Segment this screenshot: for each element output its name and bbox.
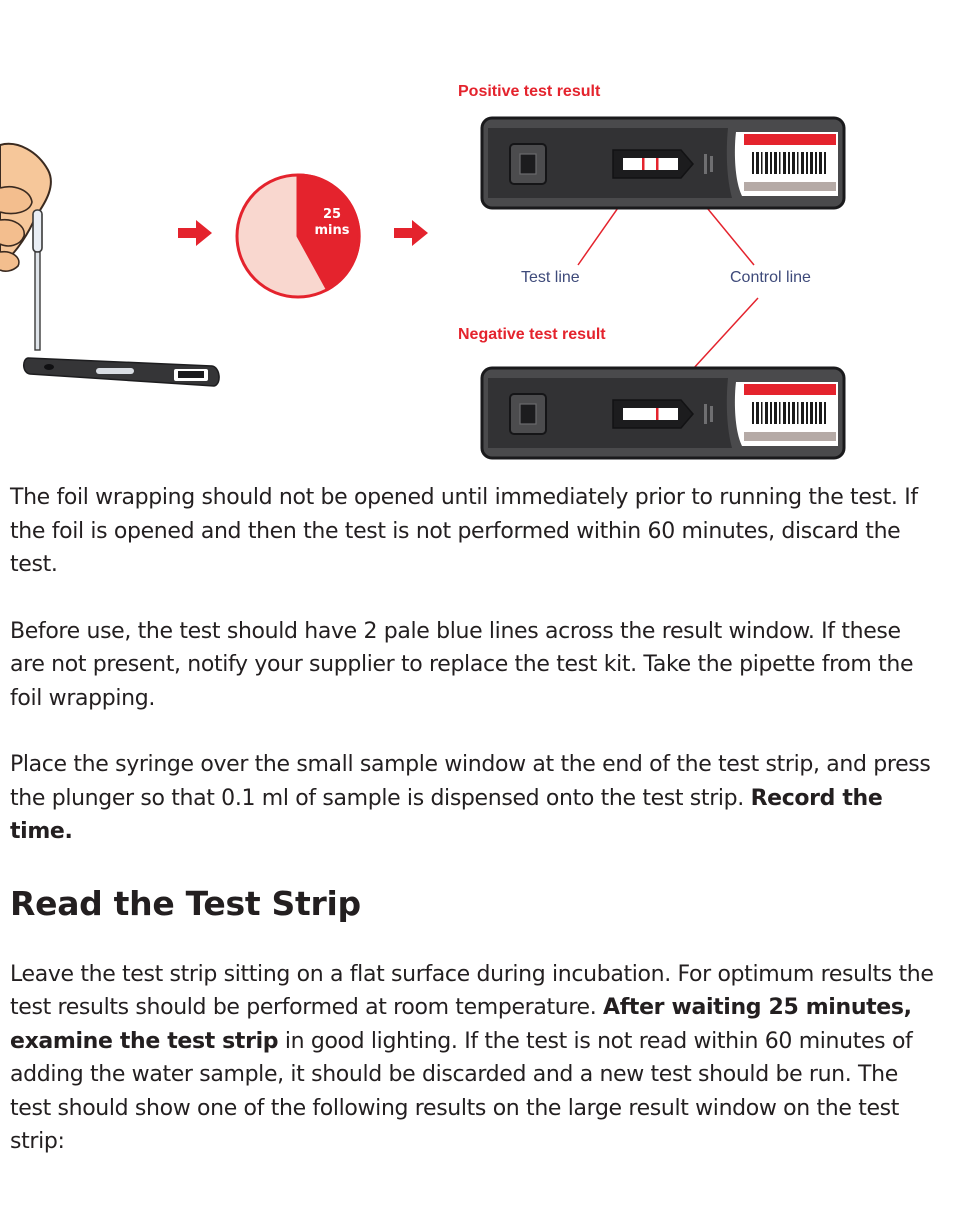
positive-test-cassette	[482, 118, 844, 208]
record-time-emphasis: Record the time.	[10, 785, 883, 844]
read-strip-paragraph	[10, 958, 940, 1159]
section-heading: Read the Test Strip	[10, 883, 361, 923]
test-strip-flat-illustration	[24, 358, 219, 386]
timer-unit: mins	[314, 223, 350, 238]
procedure-illustration-svg	[0, 70, 954, 470]
syringe-paragraph	[10, 748, 940, 849]
arrow-right-icon	[394, 220, 428, 246]
before-use-paragraph: Before use, the test should have 2 pale blue lines across the result window. If these are not present, notify your supplier to replace the test kit. Take the pipette from the foil wrapping.	[10, 618, 914, 711]
test-line-mark	[642, 158, 645, 170]
control-line-mark	[656, 408, 659, 420]
positive-result-label: Positive test result	[458, 83, 601, 100]
read-strip-text-a: Leave the test strip sitting on a flat surface during incubation. For optimum results the test results should be performed at room temperature.	[10, 961, 934, 1020]
read-strip-text-b: in good lighting. If the test is not read within 60 minutes of adding the water sample, it should be discarded and a new test should be run. The test should show one of the following results on the large result window on the test strip:	[10, 1028, 913, 1154]
procedure-illustration	[0, 70, 954, 470]
syringe-text: Place the syringe over the small sample window at the end of the test strip, and press the plunger so that 0.1 ml of sample is dispensed onto the test strip.	[10, 752, 931, 811]
hand-with-pipette-illustration	[0, 144, 51, 350]
test-line-label: Test line	[521, 269, 580, 286]
negative-result-label: Negative test result	[458, 326, 606, 343]
arrow-right-icon	[178, 220, 212, 246]
wait-25-emphasis: After waiting 25 minutes, examine the test strip	[10, 995, 912, 1054]
control-line-label: Control line	[730, 269, 811, 286]
instructions-content	[10, 481, 940, 1192]
negative-test-cassette	[482, 368, 844, 458]
timer-pie-illustration	[237, 175, 359, 297]
control-line-mark	[656, 158, 659, 170]
timer-value: 25	[322, 207, 342, 222]
foil-wrapping-paragraph: The foil wrapping should not be opened until immediately prior to running the test. If the foil is opened and then the test is not performed within 60 minutes, discard the test.	[10, 485, 918, 577]
